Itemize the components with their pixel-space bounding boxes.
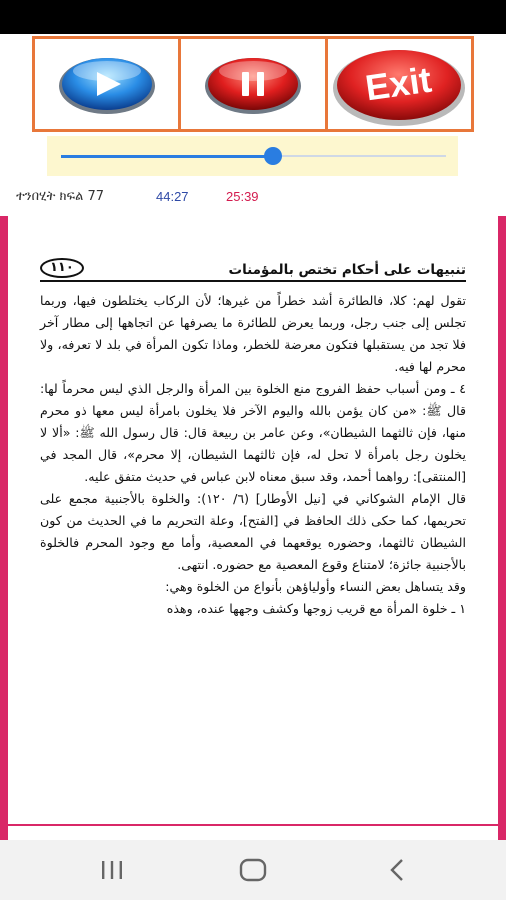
book-reader[interactable] [0, 216, 506, 840]
pause-button[interactable] [181, 39, 327, 129]
slider-fill [61, 155, 273, 158]
frame-bottom [8, 824, 498, 826]
slider-thumb[interactable] [264, 147, 282, 165]
play-button[interactable] [35, 39, 181, 129]
system-nav-bar [0, 840, 506, 900]
frame-right [498, 216, 506, 840]
frame-left [0, 216, 8, 840]
pause-icon [201, 51, 305, 117]
paragraph: تقول لهم: كلا، فالطائرة أشد خطراً من غيرها؛ لأن الركاب يختلطون فيها، وربما تجلس إلى جنب رجل، وربما يعرض للطائرة ما يصرفها عن اتجاهها إلى مطار آخر فلا تجد من يستقبلها فتكون معرضة للخطر، وماذا تكون المرأة في بلد لا تعرفه، ولا محرم لها فيه. [40, 293, 466, 374]
status-bar [0, 0, 506, 34]
paragraph: ١ ـ خلوة المرأة مع قريب زوجها وكشف وجهها عنده، وهذه [166, 601, 466, 616]
remaining-time: 25:39 [226, 189, 259, 204]
home-icon [233, 854, 273, 886]
page-number: ١١٠ [40, 258, 84, 278]
page-header-title: تنبيهات على أحكام تختص بالمؤمنات [228, 262, 466, 278]
player-controls [32, 36, 474, 132]
back-icon [378, 854, 418, 886]
paragraph: ٤ ـ ومن أسباب حفظ الفروج منع الخلوة بين المرأة والرجل الذي ليس محرماً لها: قال ﷺ: «من كان يؤمن بالله واليوم الآخر فلا يخلون بامرأة ليس معها ذو محرم منها، فإن ثالثهما الشيطان»، وعن عامر بن ربيعة قال: قال رسول الله ﷺ: «ألا لا يخلون رجل بامرأة لا تحل له، فإن ثالثهما الشيطان، إلا محرم»، قال المجد في [المنتقى]: رواهما أحمد، وقد سبق معناه لابن عباس في حديث متفق عليه. [40, 381, 466, 484]
play-icon [55, 51, 159, 117]
back-button[interactable] [378, 854, 418, 886]
page-header [40, 252, 466, 282]
home-button[interactable] [233, 854, 273, 886]
exit-icon [329, 40, 469, 128]
paragraph: قال الإمام الشوكاني في [نيل الأوطار] (٦/ ١٢٠): والخلوة بالأجنبية مجمع على تحريمها، كما حكى ذلك الحافظ في [الفتح]، وعلة التحريم ما في الحديث من كون الشيطان ثالثهما، وحضوره يوقعهما في المعصية، وأما مع وجود المحرم فالخلوة بالأجنبية جائزة؛ لامتناع وقوع المعصية مع حضوره. انتهى. [40, 491, 466, 572]
recents-button[interactable] [92, 854, 132, 886]
book-page [40, 252, 466, 802]
exit-label: Exit [363, 58, 435, 109]
elapsed-time: 44:27 [156, 189, 189, 204]
page-body [40, 290, 466, 620]
exit-button[interactable] [328, 39, 471, 129]
playback-info [0, 186, 506, 210]
progress-slider[interactable] [47, 136, 458, 176]
recents-icon [92, 854, 132, 886]
chapter-label: ተንበሂት ክፍል 77 [16, 189, 105, 204]
paragraph: وقد يتساهل بعض النساء وأولياؤهن بأنواع من الخلوة وهي: [165, 579, 466, 594]
